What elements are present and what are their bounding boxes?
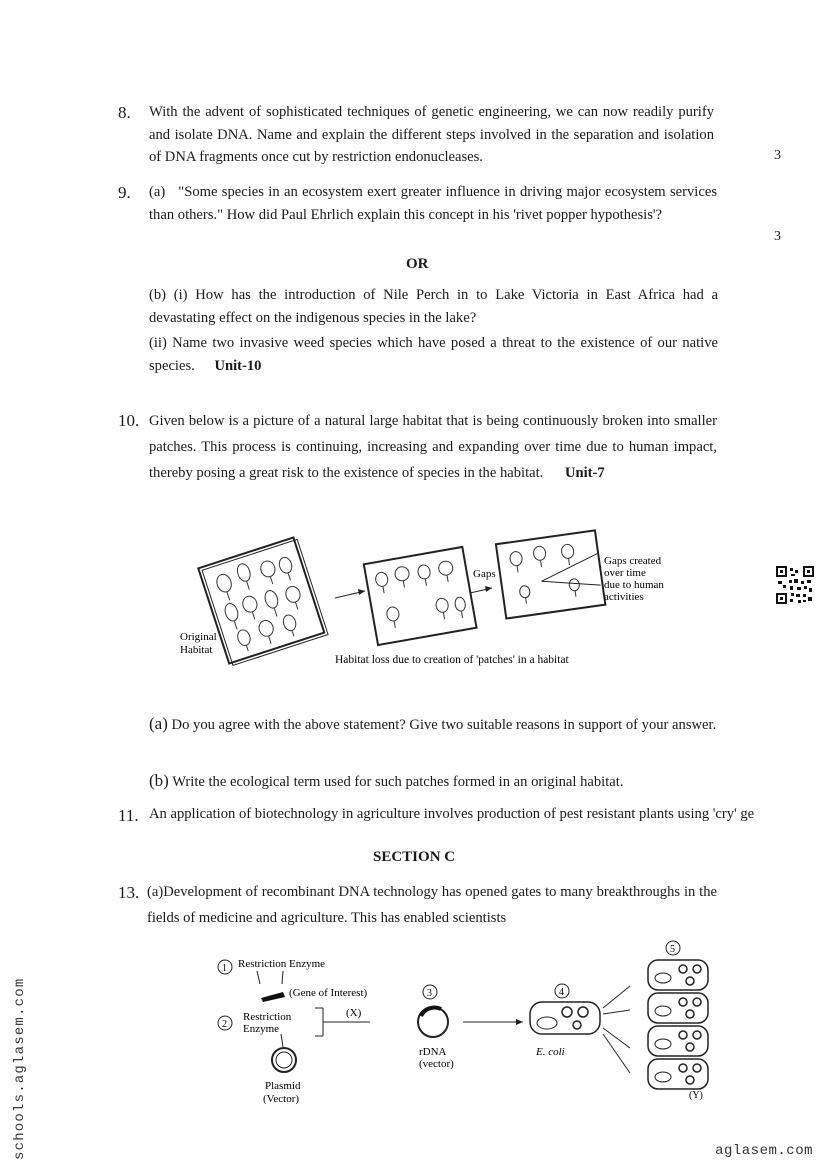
rdna-label: rDNA	[419, 1046, 447, 1058]
unit-label: Unit-7	[564, 465, 605, 481]
question-text: An application of biotechnology in agriculture involves production of pest resistant plants using 'cry' ge	[149, 806, 755, 822]
cloned-cells	[648, 960, 708, 1089]
question-subpart-text: (ii) Name two invasive weed species which have posed a threat to the existence of our native species.	[149, 335, 718, 374]
gaps-created-label: activities	[604, 591, 644, 603]
subpart-text: Do you agree with the above statement? Give two suitable reasons in support of your answer.	[171, 717, 717, 733]
gaps-created-label: over time	[604, 567, 646, 579]
fragmented-habitat-patch	[364, 547, 477, 645]
question-text: (a)Development of recombinant DNA technology has opened gates to many breakthroughs in the fields of medicine and agriculture. This has enabled scientists	[147, 884, 717, 926]
footer-watermark: aglasem.com	[715, 1143, 813, 1159]
or-label: OR	[406, 256, 429, 272]
ecoli-label: E. coli	[536, 1046, 565, 1058]
rdna-vector-label: (vector)	[419, 1058, 454, 1070]
original-habitat-label: Original	[180, 631, 217, 643]
step-number: 1	[222, 963, 227, 974]
step-number: 5	[670, 944, 675, 955]
enzyme-label: Enzyme	[243, 1023, 280, 1035]
subpart-text: Write the ecological term used for such patches formed in an original habitat.	[172, 774, 624, 790]
qr-code	[776, 566, 814, 604]
question-text	[149, 408, 717, 486]
question-text: (a) "Some species in an ecosystem exert greater influence in driving major ecosystem services than others." How did Paul Ehrlich explain this concept in his 'rivet popper hypothesis'?	[149, 184, 721, 223]
marks: 3	[774, 148, 781, 163]
habitat-figure	[170, 525, 690, 675]
question-subpart	[149, 711, 719, 738]
gaps-label: Gaps	[473, 568, 496, 580]
subpart-label: (b)	[149, 771, 169, 790]
question-number: 8.	[118, 103, 131, 122]
original-habitat-patch	[198, 537, 328, 667]
restriction-label: Restriction	[243, 1011, 292, 1023]
unit-label: Unit-10	[214, 357, 262, 374]
patched-habitat	[496, 530, 605, 618]
plasmid-vector-label: (Vector)	[263, 1093, 300, 1105]
step-number: 4	[559, 987, 564, 998]
y-label: (Y)	[689, 1090, 703, 1101]
step-number: 2	[222, 1019, 227, 1030]
question-subpart	[149, 770, 719, 794]
gene-fragment	[261, 992, 285, 1002]
question-number: 13.	[118, 883, 140, 902]
step-number: 3	[427, 988, 432, 999]
marks: 3	[774, 229, 781, 244]
subpart-label: (a)	[149, 714, 168, 733]
gene-of-interest-label: (Gene of Interest)	[289, 987, 368, 999]
restriction-enzyme-label: Restriction Enzyme	[238, 958, 326, 970]
question-number: 9.	[118, 183, 131, 202]
question-number: 10.	[118, 411, 140, 430]
gaps-created-label: due to human	[604, 579, 664, 591]
question-text	[149, 332, 718, 377]
question-text: (b) (i) How has the introduction of Nile Perch in to Lake Victoria in East Africa had a devastating effect on the indigenous species in the lake?	[149, 287, 718, 326]
gaps-created-label: Gaps created	[604, 555, 662, 567]
rdna-figure	[205, 938, 730, 1110]
plasmid-label: Plasmid	[265, 1080, 301, 1092]
x-label: (X)	[346, 1007, 362, 1019]
section-title: SECTION C	[373, 849, 456, 865]
question-text: With the advent of sophisticated techniques of genetic engineering, we can now readily purify and isolate DNA. Name and explain the different steps involved in the separation and isolation of DNA fragments once cut by restriction endonucleases.	[149, 104, 714, 165]
original-habitat-label: Habitat	[180, 644, 213, 656]
question-body: Given below is a picture of a natural large habitat that is being continuously broken into smaller patches. This process is continuing, increasing and expanding over time due to human impact, thereby posing a great risk to the existence of species in the habitat.	[149, 413, 717, 481]
figure-caption: Habitat loss due to creation of 'patches' in a habitat	[335, 654, 569, 666]
side-watermark: schools.aglasem.com	[12, 977, 28, 1160]
question-number: 11.	[118, 806, 139, 825]
